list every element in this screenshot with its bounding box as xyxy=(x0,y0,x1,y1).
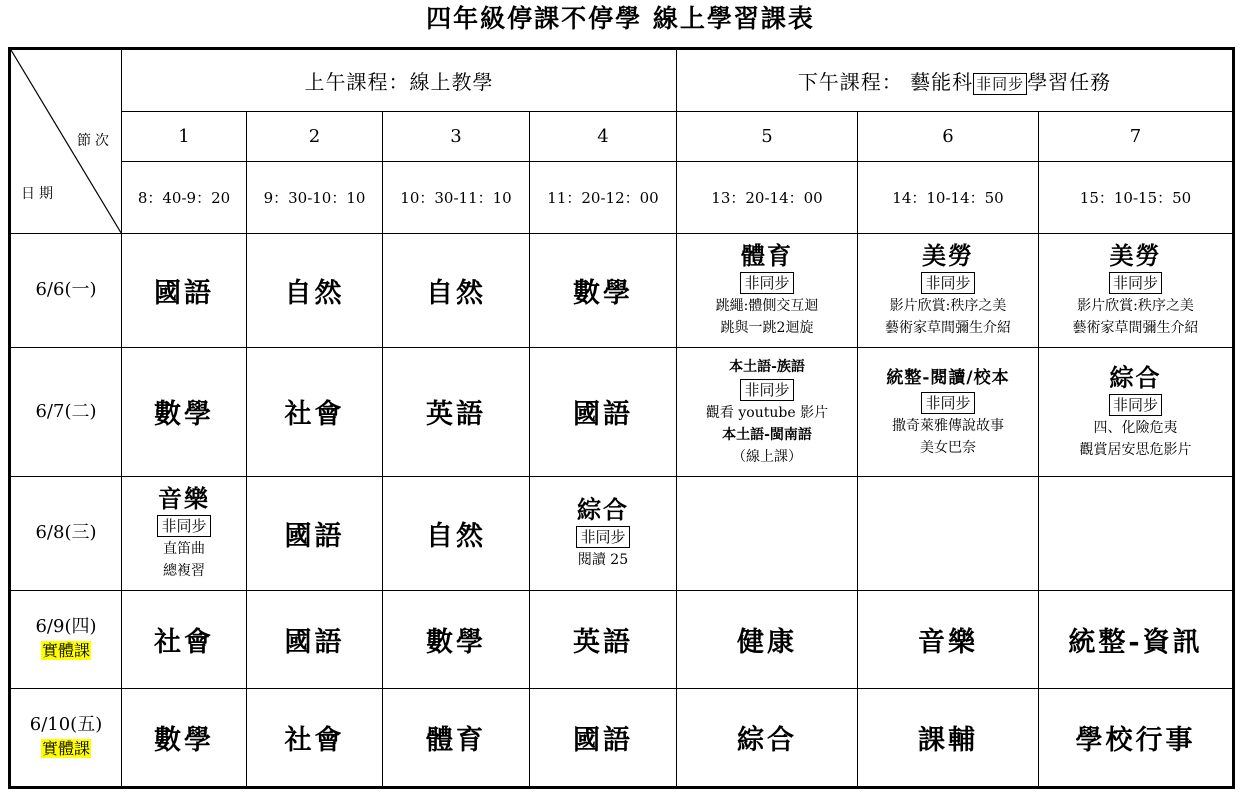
afternoon-header-suffix: 學習任務 xyxy=(1027,70,1112,95)
task-note: 本土語-族語 xyxy=(729,358,805,375)
period-number: 3 xyxy=(383,112,530,162)
empty-cell xyxy=(858,476,1039,590)
schedule-table xyxy=(8,47,1235,789)
task-note: （線上課） xyxy=(732,448,802,465)
table-row xyxy=(10,348,1234,477)
subject-cell-async xyxy=(858,348,1039,477)
task-note: 本土語-閩南語 xyxy=(722,426,812,443)
subject-cell: 國語 xyxy=(530,348,677,477)
period-time: 10：30-11：10 xyxy=(383,162,530,233)
date-cell: 6/8(三) xyxy=(10,476,122,590)
date-label: 6/10(五) xyxy=(29,714,103,736)
subject-cell-async xyxy=(1039,348,1234,477)
header-row-groups xyxy=(10,49,1234,112)
async-badge: 非同步 xyxy=(740,379,793,401)
table-row xyxy=(10,591,1234,688)
subject-cell-async xyxy=(858,233,1039,347)
page-title: 四年級停課不停學 線上學習課表 xyxy=(426,4,815,33)
date-label: 6/9(四) xyxy=(35,616,97,638)
task-note: 撒奇萊雅傳說故事 xyxy=(892,417,1004,434)
subject-cell: 國語 xyxy=(122,233,247,347)
async-badge: 非同步 xyxy=(1109,272,1162,294)
subject-cell: 數學 xyxy=(122,348,247,477)
subject-name: 美勞 xyxy=(922,241,974,271)
period-number: 1 xyxy=(122,112,247,162)
subject-cell: 音樂 xyxy=(858,591,1039,688)
subject-cell: 課輔 xyxy=(858,688,1039,787)
period-number: 2 xyxy=(247,112,383,162)
subject-name: 美勞 xyxy=(1109,241,1162,271)
async-badge: 非同步 xyxy=(921,392,974,414)
corner-cell xyxy=(10,49,122,234)
date-cell: 6/7(二) xyxy=(10,348,122,477)
empty-cell xyxy=(1039,476,1234,590)
subject-cell: 國語 xyxy=(530,688,677,787)
subject-cell: 英語 xyxy=(383,348,530,477)
in-person-tag: 實體課 xyxy=(41,641,90,661)
date-cell xyxy=(10,591,122,688)
period-number: 5 xyxy=(677,112,858,162)
task-note: 四、化險危夷 xyxy=(1093,419,1178,436)
period-time: 8：40-9：20 xyxy=(122,162,247,233)
task-note: 藝術家草間彌生介紹 xyxy=(1072,320,1199,337)
task-note: 影片欣賞:秩序之美 xyxy=(1077,298,1194,315)
subject-cell: 自然 xyxy=(383,476,530,590)
subject-cell: 社會 xyxy=(122,591,247,688)
task-note: 影片欣賞:秩序之美 xyxy=(889,298,1007,315)
period-time: 9：30-10：10 xyxy=(247,162,383,233)
subject-cell-async xyxy=(530,476,677,590)
subject-cell: 體育 xyxy=(383,688,530,787)
afternoon-header xyxy=(677,49,1234,112)
task-note: 觀看 youtube 影片 xyxy=(705,404,829,421)
period-number: 7 xyxy=(1039,112,1234,162)
task-note: 美女巴奈 xyxy=(920,439,976,456)
subject-cell: 綜合 xyxy=(677,688,858,787)
period-number: 6 xyxy=(858,112,1039,162)
table-row xyxy=(10,688,1234,787)
period-time: 13：20-14：00 xyxy=(677,162,858,233)
task-note: 跳與一跳2迴旋 xyxy=(720,320,814,337)
date-cell xyxy=(10,688,122,787)
async-badge: 非同步 xyxy=(740,272,793,294)
subject-cell: 自然 xyxy=(383,233,530,347)
subject-cell: 國語 xyxy=(247,591,383,688)
subject-name: 體育 xyxy=(741,241,793,271)
corner-date-label: 日期 xyxy=(21,186,57,202)
task-note: 觀賞居安思危影片 xyxy=(1079,441,1192,458)
date-cell: 6/6(一) xyxy=(10,233,122,347)
subject-cell-async xyxy=(122,476,247,590)
table-row xyxy=(10,233,1234,347)
subject-cell: 學校行事 xyxy=(1039,688,1234,787)
header-row-times xyxy=(10,162,1234,233)
subject-name: 統整-閱讀/校本 xyxy=(886,367,1010,388)
async-badge: 非同步 xyxy=(921,272,974,294)
subject-cell: 社會 xyxy=(247,688,383,787)
subject-cell: 英語 xyxy=(530,591,677,688)
task-note: 直笛曲 xyxy=(163,541,205,558)
morning-header: 上午課程：線上教學 xyxy=(122,49,677,112)
subject-cell: 自然 xyxy=(247,233,383,347)
subject-cell: 社會 xyxy=(247,348,383,477)
task-note: 總複習 xyxy=(163,563,205,580)
period-time: 15：10-15：50 xyxy=(1039,162,1234,233)
subject-cell: 統整-資訊 xyxy=(1039,591,1234,688)
subject-name: 綜合 xyxy=(577,495,629,525)
table-row xyxy=(10,476,1234,590)
period-time: 14：10-14：50 xyxy=(858,162,1039,233)
async-badge: 非同步 xyxy=(157,515,210,537)
empty-cell xyxy=(677,476,858,590)
async-badge: 非同步 xyxy=(576,526,629,548)
header-row-periods xyxy=(10,112,1234,162)
subject-name: 綜合 xyxy=(1109,362,1162,392)
async-badge: 非同步 xyxy=(1109,394,1162,416)
period-number: 4 xyxy=(530,112,677,162)
task-note: 跳繩:體側交互迴 xyxy=(715,298,819,315)
subject-cell: 數學 xyxy=(383,591,530,688)
afternoon-async-badge: 非同步 xyxy=(973,73,1027,95)
subject-cell: 健康 xyxy=(677,591,858,688)
period-time: 11：20-12：00 xyxy=(530,162,677,233)
subject-cell: 國語 xyxy=(247,476,383,590)
subject-cell: 數學 xyxy=(122,688,247,787)
subject-cell-async xyxy=(1039,233,1234,347)
subject-cell: 數學 xyxy=(530,233,677,347)
task-note: 藝術家草間彌生介紹 xyxy=(885,320,1011,337)
corner-period-label: 節次 xyxy=(77,133,113,149)
task-note: 閱讀 25 xyxy=(577,552,629,569)
subject-name: 音樂 xyxy=(158,484,210,514)
subject-cell-async xyxy=(677,348,858,477)
in-person-tag: 實體課 xyxy=(41,739,90,759)
afternoon-header-prefix: 下午課程： 藝能科 xyxy=(797,70,974,95)
subject-cell-async xyxy=(677,233,858,347)
